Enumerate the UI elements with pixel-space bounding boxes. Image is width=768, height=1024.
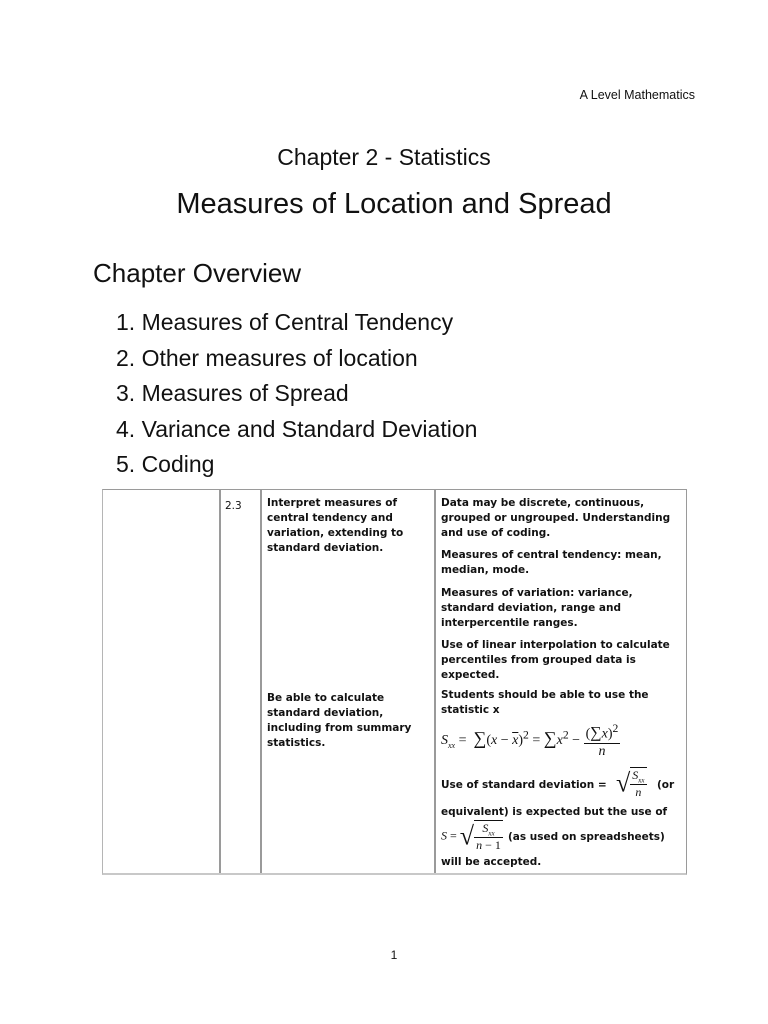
chapter-title: Measures of Location and Spread <box>176 188 612 220</box>
overview-item: 3. Measures of Spread <box>116 380 349 406</box>
overview-list <box>116 306 477 484</box>
table-divider <box>219 490 221 873</box>
spec-guidance: Measures of central tendency: mean, median, mode. <box>441 549 662 576</box>
accepted-note: will be accepted. <box>441 856 542 868</box>
overview-heading: Chapter Overview <box>93 258 302 288</box>
specification-table <box>102 489 687 875</box>
spec-guidance: Measures of variation: variance, standard deviation, range and interpercentile ranges. <box>441 587 633 629</box>
chapter-label: Chapter 2 - Statistics <box>277 144 491 170</box>
overview-item: 4. Variance and Standard Deviation <box>116 415 478 442</box>
table-divider <box>260 490 262 873</box>
spec-objective: Be able to calculate standard deviation, including from summary statistics. <box>267 692 412 749</box>
sd-prefix: Use of standard deviation = <box>441 779 607 791</box>
sd-sqrt-formula: √ $\frac{S_{xx}}{n}$ <box>616 768 645 800</box>
sd-equivalent: equivalent) is expected but the use of <box>441 806 668 818</box>
spec-guidance: Data may be discrete, continuous, grouped or ungrouped. Understanding and use of coding. <box>441 497 671 539</box>
sd-definition <box>441 778 607 793</box>
overview-item: 5. Coding <box>116 451 215 477</box>
sd-suffix: (or <box>657 779 675 791</box>
spec-guidance: Students should be able to use the statistic x <box>441 689 649 716</box>
header-subject: A Level Mathematics <box>579 88 695 102</box>
s-sample-formula: S = √ $\frac{S_{xx}}{n - 1}$ <box>441 821 501 853</box>
overview-item: 2. Other measures of location <box>116 344 418 371</box>
spec-guidance: Use of linear interpolation to calculate percentiles from grouped data is expected. <box>441 639 670 681</box>
spec-objective: Interpret measures of central tendency and variation, extending to standard deviation. <box>267 497 404 554</box>
sxx-formula: $S_{xx} = \sum(x - \overline{x})^2 = \sum x^2$ − $\frac{(\sum x)^2}{n}$ <box>441 722 619 759</box>
spec-ref: 2.3 <box>225 500 242 512</box>
overview-item: 1. Measures of Central Tendency <box>116 309 454 335</box>
page-number: 1 <box>390 948 398 962</box>
table-divider <box>434 490 436 873</box>
spreadsheet-note: (as used on spreadsheets) <box>508 831 665 843</box>
